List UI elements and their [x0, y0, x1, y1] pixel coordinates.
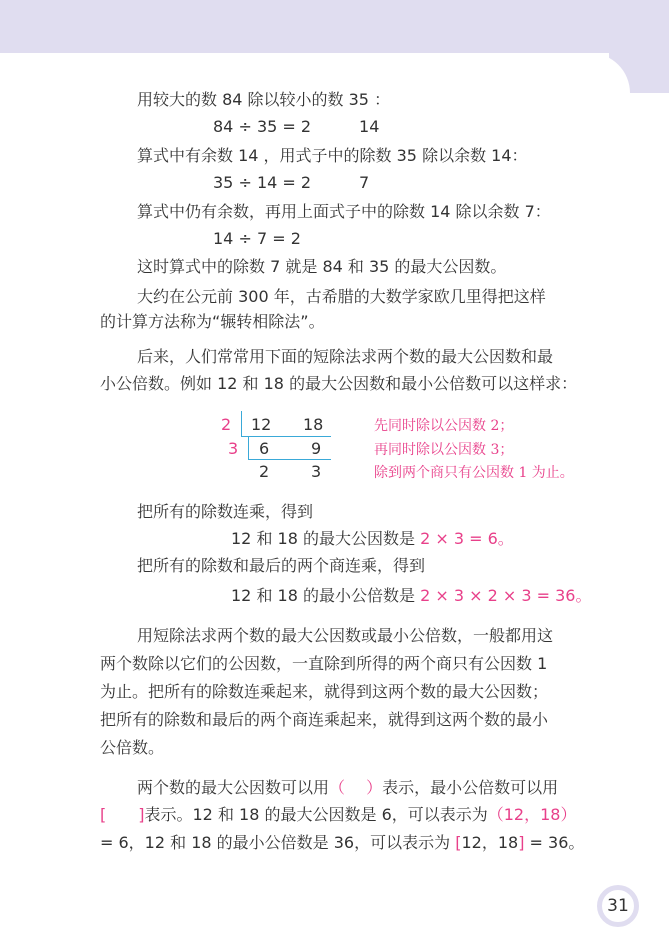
text: 表示，最小公倍数可以用 [382, 778, 559, 797]
header-band [0, 0, 669, 53]
bracket-symbol: [ [455, 833, 462, 852]
equation: 84 ÷ 35 = 2 14 [213, 117, 380, 136]
gcd-label: 12 和 18 的最大公因数是 [231, 529, 415, 548]
text: = 36。 [524, 833, 585, 852]
divisor: 2 [221, 415, 232, 434]
text-line: 小公倍数。例如 12 和 18 的最大公因数和最小公倍数可以这样求： [100, 374, 578, 393]
bracket-symbol: ] [518, 833, 525, 852]
note: 先同时除以公因数 2； [374, 418, 514, 434]
paren-symbol: （ ） [329, 778, 383, 797]
text: 两个数的最大公因数可以用 [137, 778, 330, 797]
text-line: 这时算式中的除数 7 就是 84 和 35 的最大公因数。 [137, 257, 507, 276]
division-line [241, 411, 242, 437]
text-line [100, 805, 576, 825]
lcm-expression: 2 × 3 × 2 × 3 = 36。 [420, 586, 592, 605]
text: 表示。12 和 18 的最大公因数是 6，可以表示为 [144, 805, 488, 824]
lcm-label: 12 和 18 的最小公倍数是 [231, 586, 415, 605]
text-line: 为止。把所有的除数连乘起来，就得到这两个数的最大公因数； [100, 682, 549, 701]
lcm-notation: 12，18 [461, 833, 519, 852]
cell: 2 [259, 462, 270, 481]
text-line: 把所有的除数和最后的两个商连乘，得到 [137, 556, 426, 575]
gcd-notation: （12，18） [487, 805, 577, 824]
division-line [241, 436, 331, 437]
bracket-symbol: [ ] [100, 805, 145, 824]
gcd-result [231, 529, 514, 549]
equation: 14 ÷ 7 = 2 [213, 229, 301, 248]
text-line: 算式中有余数 14 ，用式子中的除数 35 除以余数 14： [137, 146, 528, 165]
text-line: 用短除法求两个数的最大公因数或最小公倍数，一般都用这 [137, 626, 554, 645]
text-line: 两个数除以它们的公因数，一直除到所得的两个商只有公因数 1 [100, 654, 548, 673]
division-line [248, 437, 249, 460]
gcd-expression: 2 × 3 = 6。 [420, 529, 514, 548]
text-line: 公倍数。 [100, 738, 165, 757]
text-line: 的计算方法称为“辗转相除法”。 [100, 312, 325, 331]
text-line: 用较大的数 84 除以较小的数 35 ： [137, 90, 391, 109]
cell: 6 [259, 439, 270, 458]
text-line: 把所有的除数连乘，得到 [137, 502, 314, 521]
text-line: 算式中仍有余数，再用上面式子中的除数 14 除以余数 7： [137, 202, 551, 221]
note: 除到两个商只有公因数 1 为止。 [374, 465, 574, 481]
equation: 35 ÷ 14 = 2 7 [213, 173, 370, 192]
cell: 18 [303, 415, 324, 434]
divisor: 3 [228, 439, 239, 458]
text-line: 后来，人们常常用下面的短除法求两个数的最大公因数和最 [137, 347, 554, 366]
cell: 3 [311, 462, 322, 481]
note: 再同时除以公因数 3； [374, 442, 514, 458]
text-line: 把所有的除数和最后的两个商连乘起来，就得到这两个数的最小 [100, 710, 549, 729]
cell: 12 [251, 415, 272, 434]
text-line [100, 833, 584, 853]
cell: 9 [311, 439, 322, 458]
text-line: 大约在公元前 300 年，古希腊的大数学家欧几里得把这样 [137, 287, 546, 306]
text-line [137, 778, 558, 798]
text: = 6，12 和 18 的最小公倍数是 36，可以表示为 [100, 833, 451, 852]
division-line [248, 459, 331, 460]
lcm-result [231, 586, 591, 606]
page-number: 31 [597, 885, 639, 927]
